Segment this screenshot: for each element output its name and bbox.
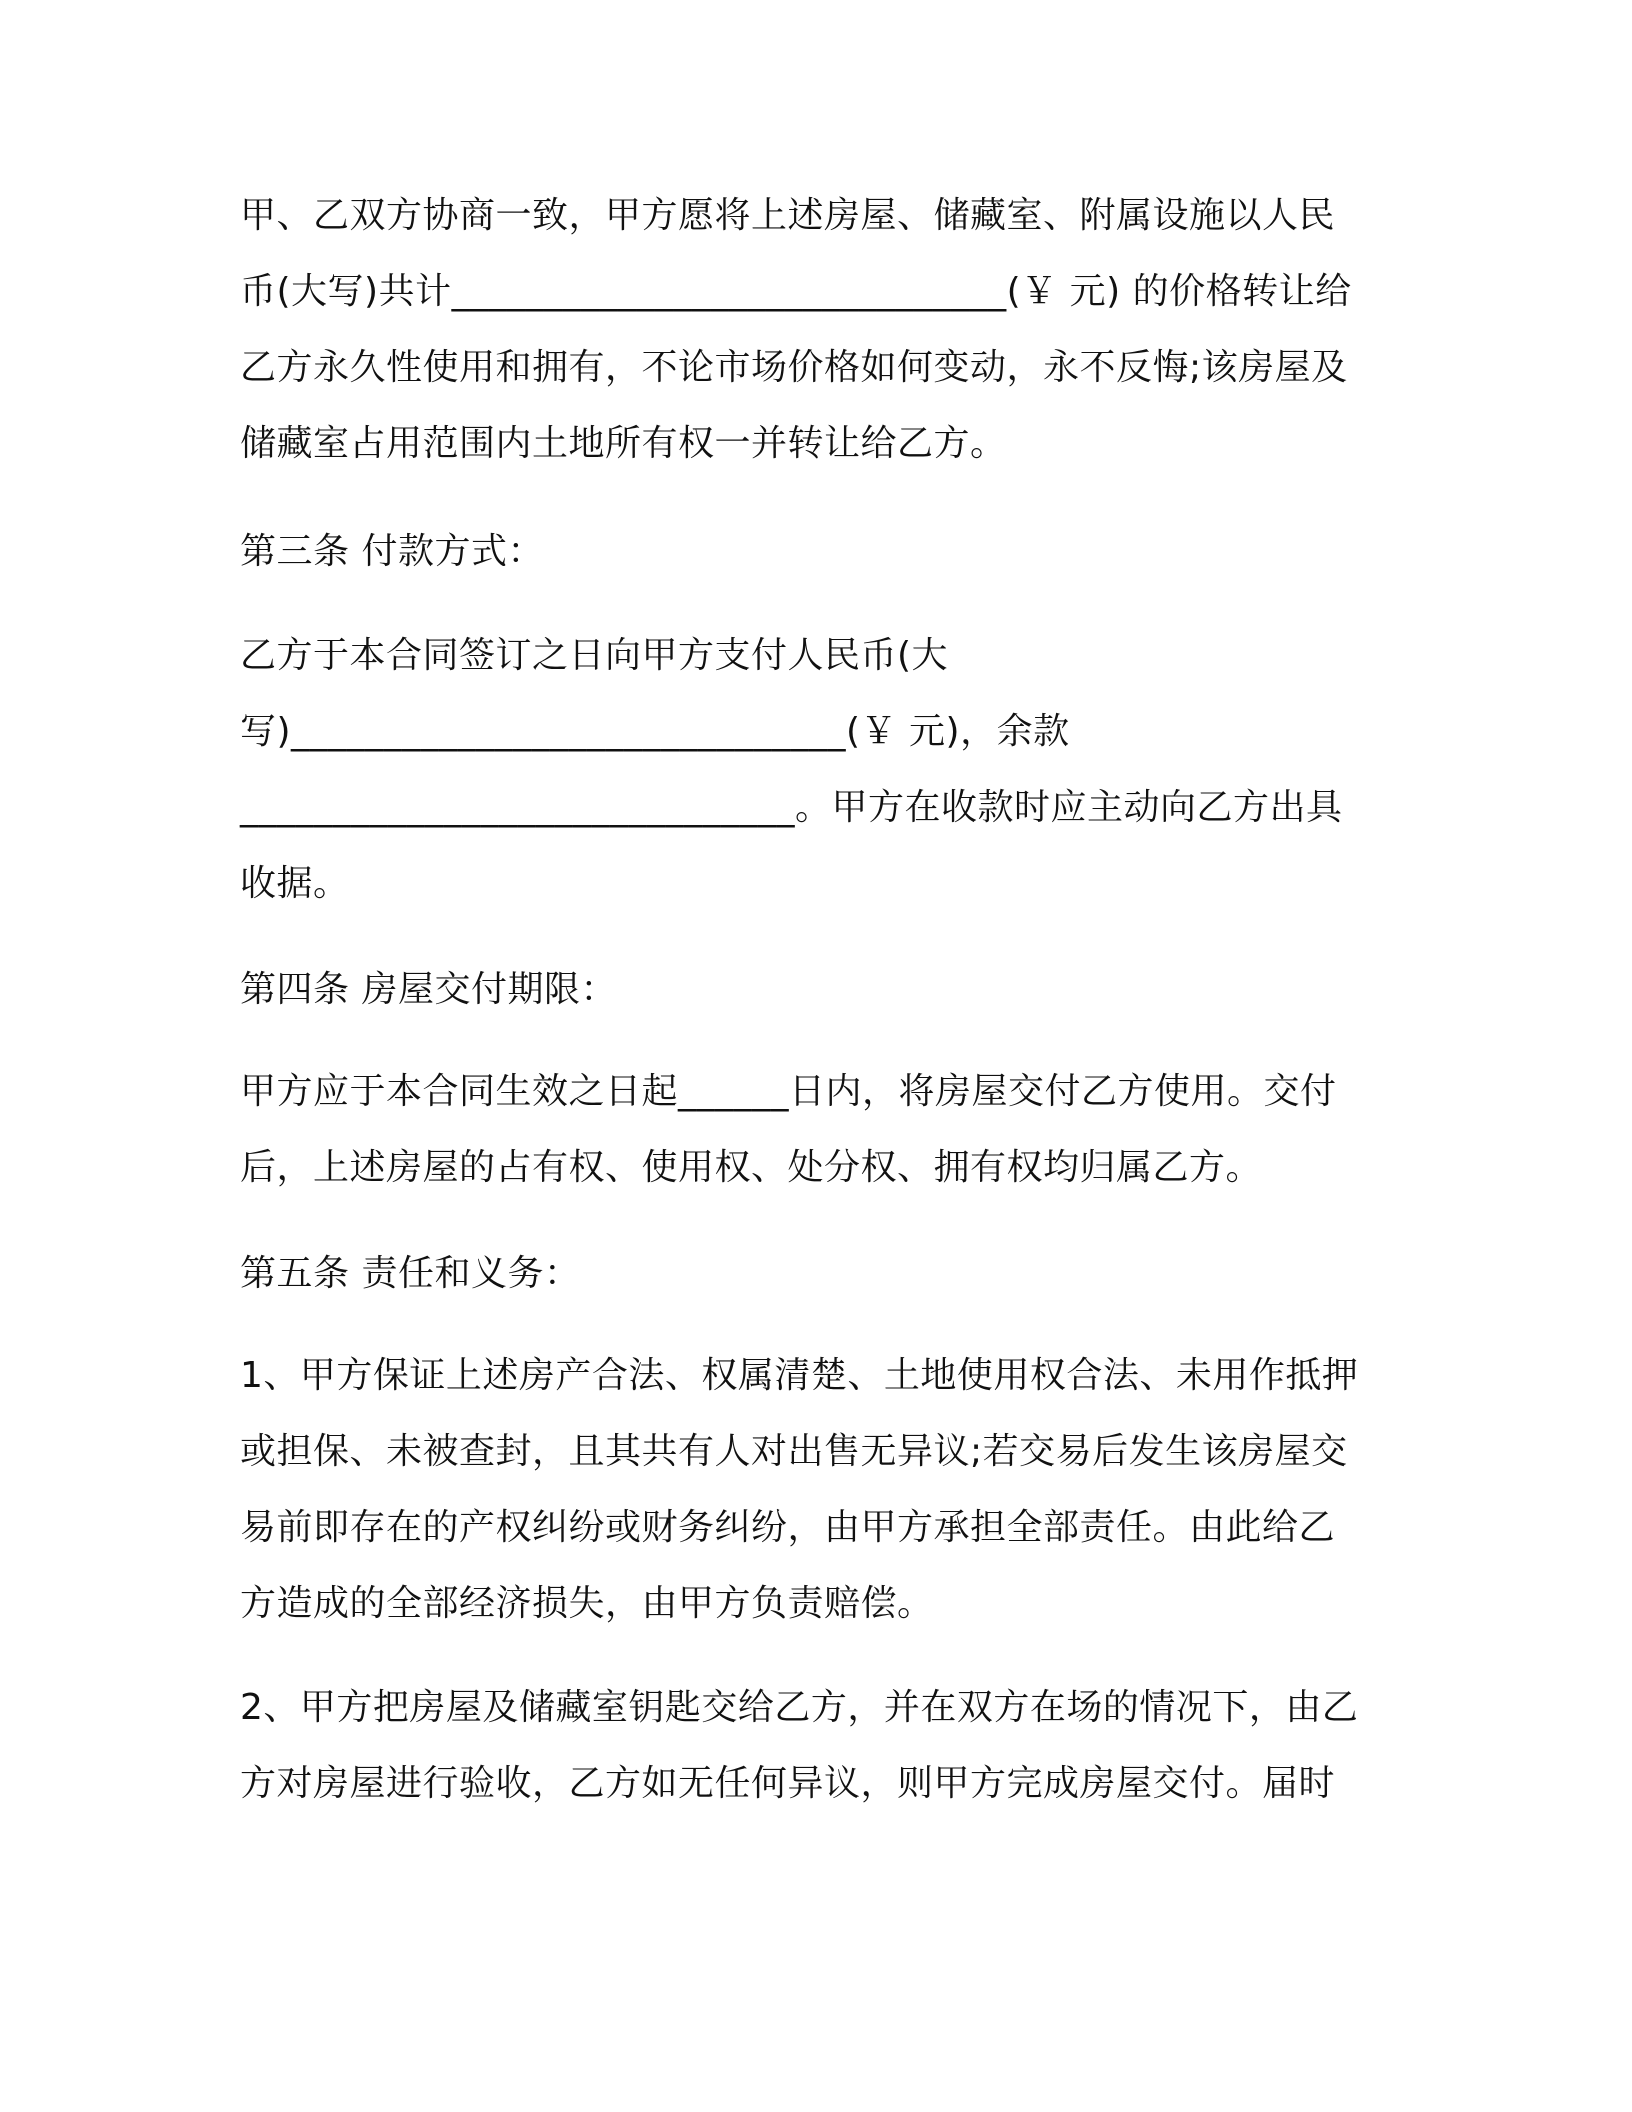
text-line: 或担保、未被查封，且其共有人对出售无异议;若交易后发生该房屋交	[240, 1431, 1348, 1472]
text-line: ______________________________。甲方在收款时应主动向乙方出具	[240, 787, 1343, 828]
text-line: 1、甲方保证上述房产合法、权属清楚、土地使用权合法、未用作抵押	[240, 1355, 1359, 1396]
heading-article-3	[240, 514, 1400, 590]
text-line: 方对房屋进行验收，乙方如无任何异议，则甲方完成房屋交付。届时	[240, 1763, 1336, 1804]
section-heading: 第四条 房屋交付期限：	[240, 969, 617, 1010]
text-line: 2、甲方把房屋及储藏室钥匙交给乙方，并在双方在场的情况下，由乙	[240, 1687, 1359, 1728]
text-line: 储藏室占用范围内土地所有权一并转让给乙方。	[240, 423, 1007, 464]
text-line: 易前即存在的产权纠纷或财务纠纷，由甲方承担全部责任。由此给乙	[240, 1507, 1336, 1548]
paragraph-obligation-1	[240, 1338, 1400, 1642]
heading-article-5	[240, 1236, 1400, 1312]
heading-article-4	[240, 952, 1400, 1028]
text-line: 乙方于本合同签订之日向甲方支付人民币(大	[240, 635, 949, 676]
paragraph-obligation-2	[240, 1670, 1400, 1822]
text-line: 写)______________________________(￥ 元)，余款	[240, 711, 1070, 752]
text-line: 后，上述房屋的占有权、使用权、处分权、拥有权均归属乙方。	[240, 1147, 1263, 1188]
text-line: 方造成的全部经济损失，由甲方负责赔偿。	[240, 1583, 934, 1624]
paragraph-price-transfer	[240, 178, 1400, 482]
text-line: 乙方永久性使用和拥有，不论市场价格如何变动，永不反悔;该房屋及	[240, 347, 1348, 388]
text-line: 收据。	[240, 863, 350, 904]
text-line: 币(大写)共计______________________________(￥ 元) 的价格转让给	[240, 271, 1352, 312]
paragraph-payment	[240, 618, 1400, 922]
text-line: 甲方应于本合同生效之日起______日内，将房屋交付乙方使用。交付	[240, 1071, 1337, 1112]
section-heading: 第三条 付款方式：	[240, 531, 544, 572]
paragraph-delivery	[240, 1054, 1400, 1206]
text-line: 甲、乙双方协商一致，甲方愿将上述房屋、储藏室、附属设施以人民	[240, 195, 1336, 236]
section-heading: 第五条 责任和义务：	[240, 1253, 581, 1294]
